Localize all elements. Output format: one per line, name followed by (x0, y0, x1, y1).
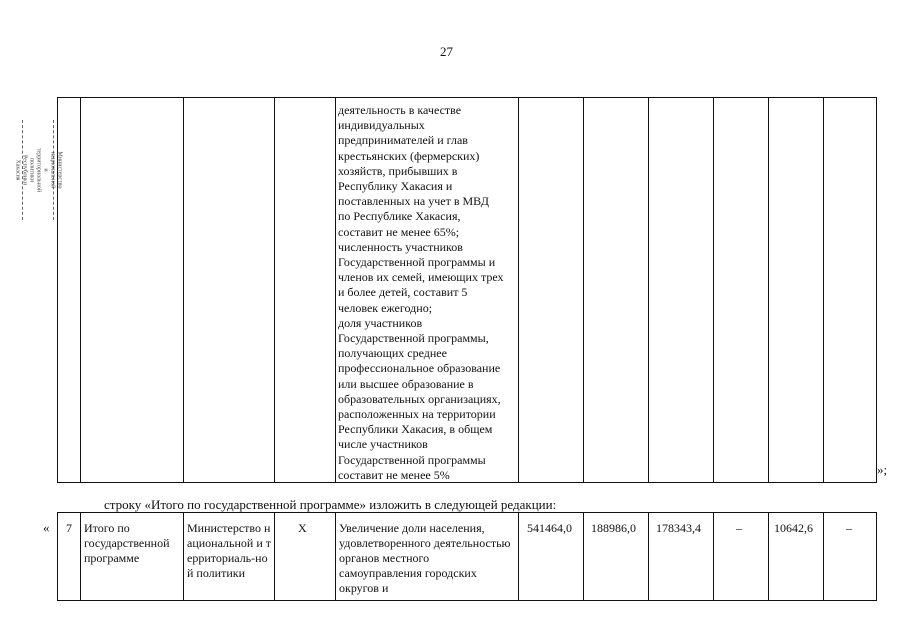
row-executor: Министерство национальной и территориаль-ной политики (187, 521, 271, 580)
table-column-divider (823, 513, 824, 601)
target-indicators-text: деятельность в качестве индивидуальных предпринимателей и глав крестьянских (фермерских) хозяйств, прибывших в Республику Хакасия и поставленных на учет в МВД по Республике Хакасия, составит не менее 65%; численность участников Государственной программы и членов их семей, имеющих трех и более детей, составит 5 человек ежегодно; доля участников Государственной программы, получающих среднее профессиональное образование или высшее образование в образовательных организациях, расположенных на территории Республики Хакасия, в общем числе участников Государственной программы составит не менее 5% (338, 103, 504, 482)
table-column-divider (768, 98, 769, 482)
table-column-divider (183, 98, 184, 482)
row-value-5: – (846, 521, 852, 535)
row-total: 541464,0 (527, 521, 572, 535)
instruction-text: строку «Итого по государственной программе» изложить в следующей редакции: (104, 497, 557, 512)
table-column-divider (648, 98, 649, 482)
row-value-2: 178343,4 (656, 521, 701, 535)
page-number: 27 (440, 44, 453, 59)
table-column-divider (583, 98, 584, 482)
table-column-divider (823, 98, 824, 482)
row-value-1: 188986,0 (591, 521, 636, 535)
table-column-divider (518, 98, 519, 482)
table-column-divider (335, 513, 336, 601)
row-name: Итого по государственной программе (84, 521, 170, 565)
row-number: 7 (66, 521, 72, 535)
side-stamp (14, 120, 63, 220)
table-column-divider (183, 513, 184, 601)
table-column-divider (713, 513, 714, 601)
table-column-divider (768, 513, 769, 601)
table-column-divider (274, 98, 275, 482)
continuation-table (57, 97, 877, 483)
side-stamp-text: Министерство национальной и территориальной политики Республики Хакасия (14, 147, 63, 193)
table-column-divider (335, 98, 336, 482)
table-column-divider (583, 513, 584, 601)
row-mark: Х (298, 521, 307, 535)
row-value-3: – (736, 521, 742, 535)
opening-quote: « (43, 520, 50, 535)
table-bottom-border (58, 600, 876, 601)
table-column-divider (274, 513, 275, 601)
closing-quote: »; (877, 462, 888, 477)
table-column-divider (713, 98, 714, 482)
row-description: Увеличение доли населения, удовлетворенного деятельностью органов местного самоуправления городских округов и (339, 521, 511, 595)
table-column-divider (80, 513, 81, 601)
total-row-table (57, 512, 877, 601)
row-value-4: 10642,6 (774, 521, 813, 535)
table-column-divider (648, 513, 649, 601)
table-column-divider (518, 513, 519, 601)
table-column-divider (80, 98, 81, 482)
